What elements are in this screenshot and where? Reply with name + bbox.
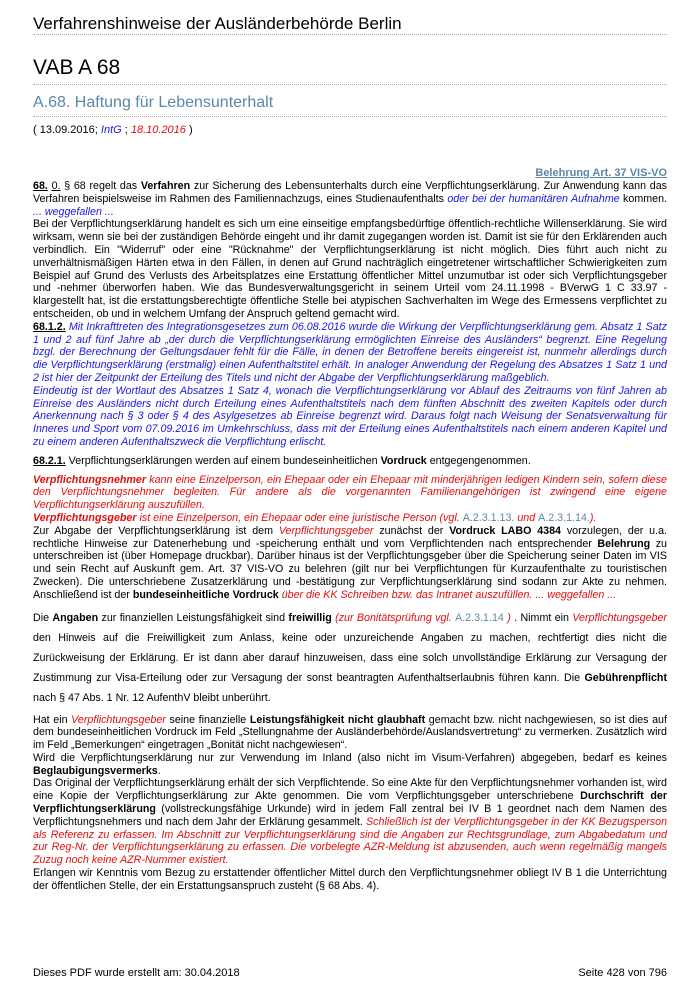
red-text: kann eine Einzelperson, ein Ehepaar oder ein Ehepaar mit minderjährigen ledigen Kindern sein, sofern diese den Verpflichtungsnehmer begleiten. Für andere als die vorgenannten Familienangehörigen ist zwingend eine eigene Verpflichtungserklärung auszufüllen. xyxy=(33,473,667,512)
paragraph-original xyxy=(33,777,667,867)
blue-text: Mit Inkrafttreten des Integrationsgesetzes zum 06.08.2016 wurde die Wirkung der Verpflichtungserklärung gem. Absatz 1 Satz 1 und 2 auf fünf Jahre ab „der durch die Verpflichtungserklärung ermöglichten Einreise des Ausländers“ begrenzt. Eine Regelung bzgl. der Berechnung der Geltungsdauer fehlt für die Fälle, in denen der Betroffene bereits eingereist ist, nunmehr allerdings durch die Verpflichtungserklärung (erstmalig) einen Aufenthaltstitel erhält. In analoger Anwendung der Regelung des Absatzes 1 Satz 1 und 2 ist hier der Zeitpunkt der Erteilung des Titels und nicht der Abgabe der Verpflichtungserklärung maßgeblich. xyxy=(33,320,667,384)
footer-created: Dieses PDF wurde erstellt am: 30.04.2018 xyxy=(33,967,240,979)
text: (vollstreckungsfähige Urkunde) wird in jedem Fall zentral bei IV B 1 geordnet nach dem Namen des Verpflichtungsnehmers und nach dem Jahr der Erklärung gesammelt. xyxy=(33,803,667,828)
section-title: A.68. Haftung für Lebensunterhalt xyxy=(33,94,667,117)
bold-text: Gebührenpflicht xyxy=(584,671,667,684)
bold-text: Vordruck LABO 4384 xyxy=(449,524,562,537)
paragraph-wortlaut: Eindeutig ist der Wortlaut des Absatzes 1 Satz 4, wonach die Verpflichtungserklärung vor Ablauf des Zeitraums von fünf Jahren ab Einreise des Ausländers nicht durch Erteilung eines Aufenthaltstitels nach dem fünften Abschnitt des zweiten Kapitels oder durch Anerkennung nach § 3 oder § 4 des Asylgesetzes ab Einreise begrenzt wird. Daraus folgt nach Weisung der Senatsverwaltung für Inneres und Sport vom 07.09.2016 im Umkehrschluss, dass mit der Erteilung eines Aufenthaltstitels nach einem anderen Kapitel und zu einem anderen Aufenthaltszweck die Verpflichtung erlischt. xyxy=(33,384,667,448)
para-num[interactable]: 68. xyxy=(33,180,48,192)
ref-link[interactable]: A.2.3.1.14. xyxy=(538,511,590,524)
header-title: Verfahrenshinweise der Ausländerbehörde Berlin xyxy=(33,14,667,35)
text: Hat ein xyxy=(33,713,72,726)
red-text: Verpflichtungsgeber xyxy=(278,524,374,537)
vab-heading xyxy=(33,56,667,85)
text: Wird die Verpflichtungserklärung nur zur Verwendung im Inland (also nicht im Visum-Verfahren) abgegeben, bedarf es keines xyxy=(33,751,667,764)
text: Zur Abgabe der Verpflichtungserklärung ist dem xyxy=(33,524,279,537)
text: entgegengenommen. xyxy=(426,454,531,467)
vab-number: VAB A 68 xyxy=(33,56,667,85)
blue-text: oder bei der humanitären Aufnahme xyxy=(447,192,620,205)
belehrung-link[interactable]: Belehrung Art. 37 VIS-VO xyxy=(535,167,667,179)
text: Verpflichtungserklärungen werden auf einem bundeseinheitlichen xyxy=(65,454,381,467)
ref-link[interactable]: A.2.3.1.13. xyxy=(462,511,515,524)
document-body xyxy=(33,180,667,893)
paragraph-nehmer xyxy=(33,474,667,512)
version-dates xyxy=(33,124,193,136)
text: zur Sicherung des Lebensunterhalts durch eine Verpflichtungserklärung. Zur Anwendung kann das Verfahren beispielsweise im Rahmen des Familiennachzugs, eines Studienaufenthalts xyxy=(33,180,667,205)
dates-close: ) xyxy=(185,124,193,136)
document-header xyxy=(33,14,667,35)
bold-text: bundeseinheitliche Vordruck xyxy=(132,588,279,601)
paragraph-erlangen: Erlangen wir Kenntnis vom Bezug zu erstattender öffentlicher Mittel durch den Verpflichtungsnehmer obliegt IV B 1 die Unterrichtung der öffentlichen Stelle, der ein Erstattungsanspruch zusteht (§ 68 Abs. 4). xyxy=(33,867,667,892)
section-heading xyxy=(33,94,667,117)
para-num[interactable]: 68.2.1. xyxy=(33,454,66,467)
text: Das Original der Verpflichtungserklärung erhält der sich Verpflichtende. So eine Akte für den Verpflichtungsnehmer vorhanden ist, wird eine Kopie der Verpflichtungserklärung zur Akte genommen. Die vom Verpflichtungsgeber unterschriebene xyxy=(33,777,667,803)
bold-text: Vordruck xyxy=(380,454,427,467)
ref-link[interactable]: A.2.3.1.14 xyxy=(455,611,504,624)
paragraph-inland xyxy=(33,752,667,778)
paragraph-68-0 xyxy=(33,180,667,218)
dates-open: ( 13.09.2016; xyxy=(33,124,101,136)
text: . xyxy=(157,764,161,777)
red-text: Verpflichtungsgeber xyxy=(572,611,667,624)
text: zur finanziellen Leistungsfähigkeit sind xyxy=(98,611,289,624)
intg-link[interactable]: IntG xyxy=(100,124,122,136)
blue-text: ... weggefallen ... xyxy=(33,205,114,218)
red-text: (zur Bonitätsprüfung vgl. xyxy=(331,611,456,624)
red-text: ) xyxy=(503,611,511,624)
bold-red: Verpflichtungsnehmer xyxy=(33,473,147,486)
bold-red: Verpflichtungsgeber xyxy=(33,511,137,524)
red-text: über die KK Schreiben bzw. das Intranet auszufüllen. ... weggefallen ... xyxy=(278,588,617,601)
text: kommen. xyxy=(619,192,667,205)
red-text: Schließlich ist der Verpflichtungsgeber in der KK Bezugsperson als Referenz zu erfassen. Im Abschnitt zur Verpflichtungserklärung sind die Angaben zur Rechtsgrundlage, zum Abgabedatum und zur Reg-Nr. der Verpflichtungserklärung zu erfassen. Die vorbelegte AZR-Meldung ist abzusenden, auch wenn regelmäßig mangels Zuzug noch keine AZR-Nummer existiert. xyxy=(33,815,668,867)
text: zu unterschreiben ist (über Homepage druckbar). Darüber hinaus ist der Verpflichtungsgeber über die Speicherung seiner Daten im VIS und sein Recht auf Auskunft gem. Art. 37 VIS-VO zu belehren (gilt nur bei Verpflichtungen für Kurzaufenthalte zu touristischen Zwecken). Die unterschriebene Zusatzerklärung und -bestätigung zur Verpflichtungserklärung sind sodann zur Akte zu nehmen. Anschließend ist der xyxy=(33,537,667,601)
document-footer xyxy=(33,967,667,979)
red-text: Verpflichtungsgeber xyxy=(71,713,166,726)
text: § 68 regelt das xyxy=(60,180,141,192)
dates-sep: ; xyxy=(121,124,131,136)
bold-text: Angaben xyxy=(52,611,99,624)
paragraph-widerruf: Bei der Verpflichtungserklärung handelt es sich um eine einseitige empfangsbedürftige öffentlich-rechtliche Willenserklärung. Sie wird wirksam, wenn sie bei der zuständigen Behörde eingeht und ihr damit zugegangen worden ist. Damit ist sie für den Erklärenden auch verbindlich. Ein "Widerruf" oder eine "Rücknahme" der Verpflichtungserklärung ist nicht möglich. Dies führt auch nicht zu unverhältnismäßigen Härten etwa in den Fällen, in denen auf Grund nachträglich eingetretener wirtschaftlicher Schwierigkeiten zum Beispiel auf Grund des Verlusts des Arbeitsplatzes eine Erstattung öffentlicher Mittel unzumutbar ist oder sich Verpflichtungsgeber und -nehmer überworfen haben. Wie das Bundesverwaltungsgericht in seinem Urteil vom 24.11.1998 - BVerwG 1 C 33.97 - klargestellt hat, ist die erstattungsberechtigte öffentliche Stelle bei atypischen Sachverhalten im Wege des Ermessens verpflichtet zu entscheiden, ob und in welchem Umfang der Anspruch geltend gemacht wird. xyxy=(33,218,667,320)
text: Die xyxy=(33,611,53,624)
bold-text: Belehrung xyxy=(597,537,651,550)
paragraph-68-1-2 xyxy=(33,321,667,385)
text: den Hinweis auf die Freiwilligkeit zum Anlass, keine oder unzureichende Angaben zu machen, rechtfertigt dies nicht die Zurückweisung der Erklärung. Er ist dann aber darauf hinzuweisen, dass eine solch unvollständige Erklärung zur Versagung der Zustimmung zur Visa-Erteilung oder zur Versagung der sonst beantragten Aufenthaltserlaubnis führen kann. Die xyxy=(33,631,667,684)
text: gemacht bzw. nicht nachgewiesen, so ist dies auf dem bundeseinheitlichen Vordruck im Feld „Stellungnahme der Ausländerbehörde/Auslandsvertretung“ zu vermerken. Zusätzlich wird im Feld „Bemerkungen“ eingetragen „Bonität nicht nachgewiesen“. xyxy=(33,713,667,752)
paragraph-68-2-1 xyxy=(33,455,667,468)
bold-text: Beglaubigungsvermerks xyxy=(33,764,158,777)
paragraph-angaben xyxy=(33,608,667,708)
bold-text: Durchschrift der Verpflichtungserklärung xyxy=(33,790,667,816)
bold-text: freiwillig xyxy=(288,611,332,624)
para-num[interactable]: 68.1.2. xyxy=(33,320,66,333)
text: vorzulegen, der u.a. rechtliche Hinweise zur Datenerhebung und -speicherung enthält und vom Verpflichtenden nach entsprechender xyxy=(33,524,667,550)
text: . Nimmt ein xyxy=(510,611,573,624)
paragraph-abgabe xyxy=(33,525,667,602)
red-text: und xyxy=(514,511,539,524)
date-2: 18.10.2016 xyxy=(130,124,186,136)
paragraph-geber xyxy=(33,512,667,525)
text: seine finanzielle xyxy=(165,713,250,726)
text: nach § 47 Abs. 1 Nr. 12 AufenthV bleibt unberührt. xyxy=(33,691,271,704)
text: zunächst der xyxy=(373,524,450,537)
bold-text: Leistungsfähigkeit nicht glaubhaft xyxy=(249,713,426,726)
footer-page-number: Seite 428 von 796 xyxy=(578,967,667,979)
para-sub[interactable]: 0. xyxy=(51,180,61,192)
red-text: ist eine Einzelperson, ein Ehepaar oder eine juristische Person (vgl. xyxy=(136,511,463,524)
paragraph-leistungsfaehigkeit xyxy=(33,714,667,752)
bold-text: Verfahren xyxy=(140,180,191,192)
red-text: ). xyxy=(589,511,597,524)
